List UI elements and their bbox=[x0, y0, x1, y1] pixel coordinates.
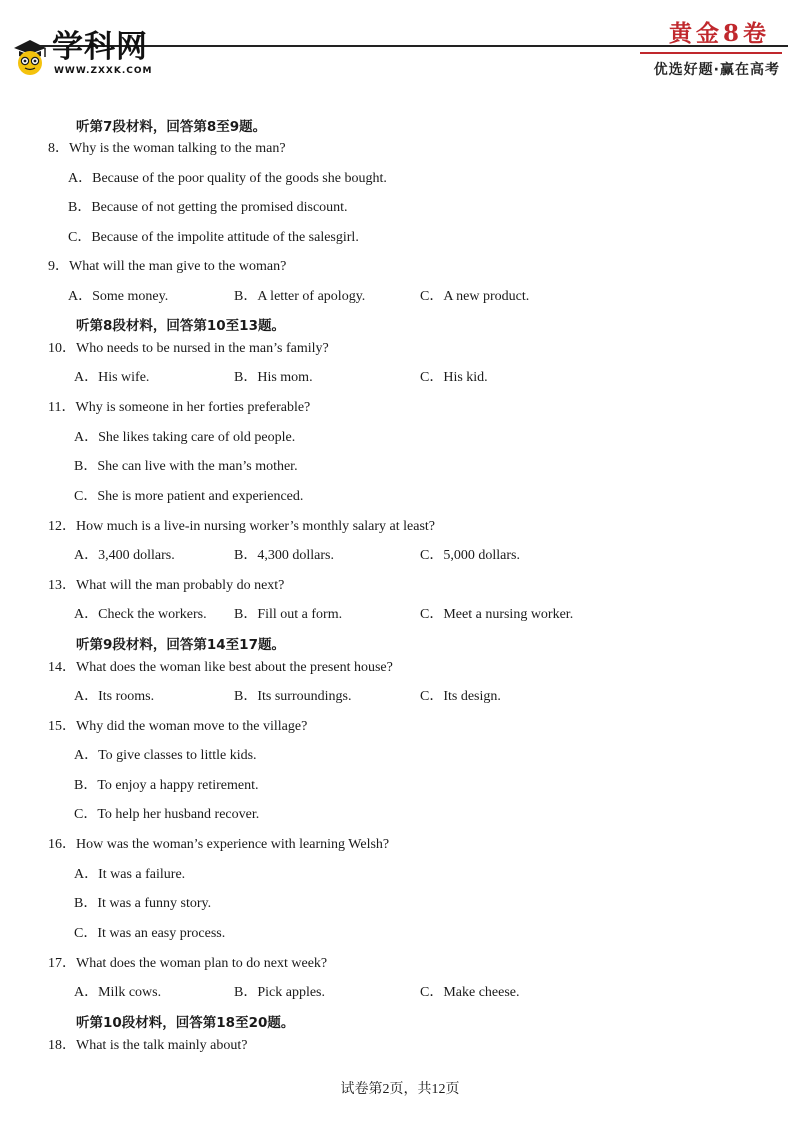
section-heading: 听第9段材料，回答第14至17题。 bbox=[76, 637, 285, 653]
option: C．To help her husband recover. bbox=[74, 807, 260, 822]
option: B．His mom. bbox=[234, 370, 313, 385]
option: C．Its design. bbox=[420, 689, 501, 704]
option: A．Because of the poor quality of the goods she bought. bbox=[68, 171, 387, 186]
logo-text: 学科网 bbox=[52, 29, 148, 65]
option: C．It was an easy process. bbox=[74, 926, 226, 941]
question-stem: 15．Why did the woman move to the village? bbox=[48, 719, 308, 734]
page-footer: 试卷第2页，共12页 bbox=[340, 1082, 460, 1097]
question-stem: 9．What will the man give to the woman? bbox=[48, 259, 287, 274]
question-stem: 13．What will the man probably do next? bbox=[48, 578, 285, 593]
question-stem: 10．Who needs to be nursed in the man’s family? bbox=[48, 341, 329, 356]
option: A．3,400 dollars. bbox=[74, 548, 175, 563]
option: A．Check the workers. bbox=[74, 607, 207, 622]
brand-title: 黄金8卷 bbox=[668, 20, 770, 47]
section-heading: 听第10段材料，回答第18至20题。 bbox=[76, 1015, 295, 1031]
brand-underline bbox=[640, 52, 782, 54]
logo-url: WWW.ZXXK.COM bbox=[54, 66, 153, 76]
option: A．His wife. bbox=[74, 370, 150, 385]
option: B．Fill out a form. bbox=[234, 607, 343, 622]
option: B．A letter of apology. bbox=[234, 289, 366, 304]
section-heading: 听第8段材料，回答第10至13题。 bbox=[76, 318, 285, 334]
option: C．A new product. bbox=[420, 289, 530, 304]
question-stem: 11．Why is someone in her forties preferable? bbox=[48, 400, 311, 415]
option: A．She likes taking care of old people. bbox=[74, 430, 296, 445]
page-header bbox=[0, 0, 800, 90]
question-stem: 14．What does the woman like best about the present house? bbox=[48, 660, 393, 675]
option: B．Its surroundings. bbox=[234, 689, 352, 704]
mascot-logo-icon bbox=[10, 32, 50, 76]
option: C．Make cheese. bbox=[420, 985, 520, 1000]
option: A．Its rooms. bbox=[74, 689, 155, 704]
option: B．Pick apples. bbox=[234, 985, 325, 1000]
question-stem: 16．How was the woman’s experience with learning Welsh? bbox=[48, 837, 390, 852]
option: C．His kid. bbox=[420, 370, 488, 385]
option: C．5,000 dollars. bbox=[420, 548, 520, 563]
option: B．Because of not getting the promised discount. bbox=[68, 200, 348, 215]
option: A．It was a failure. bbox=[74, 867, 186, 882]
option: A．Some money. bbox=[68, 289, 169, 304]
option: A．Milk cows. bbox=[74, 985, 162, 1000]
option: C．Meet a nursing worker. bbox=[420, 607, 574, 622]
question-stem: 17．What does the woman plan to do next week? bbox=[48, 956, 328, 971]
question-stem: 18．What is the talk mainly about? bbox=[48, 1038, 248, 1053]
option: B．4,300 dollars. bbox=[234, 548, 334, 563]
question-stem: 8．Why is the woman talking to the man? bbox=[48, 141, 286, 156]
option: A．To give classes to little kids. bbox=[74, 748, 257, 763]
section-heading: 听第7段材料，回答第8至9题。 bbox=[76, 119, 267, 135]
option: B．It was a funny story. bbox=[74, 896, 212, 911]
option: B．She can live with the man’s mother. bbox=[74, 459, 298, 474]
option: C．Because of the impolite attitude of the salesgirl. bbox=[68, 230, 359, 245]
option: C．She is more patient and experienced. bbox=[74, 489, 304, 504]
question-stem: 12．How much is a live-in nursing worker’s monthly salary at least? bbox=[48, 519, 435, 534]
brand-slogan: 优选好题·赢在高考 bbox=[653, 62, 780, 78]
option: B．To enjoy a happy retirement. bbox=[74, 778, 259, 793]
